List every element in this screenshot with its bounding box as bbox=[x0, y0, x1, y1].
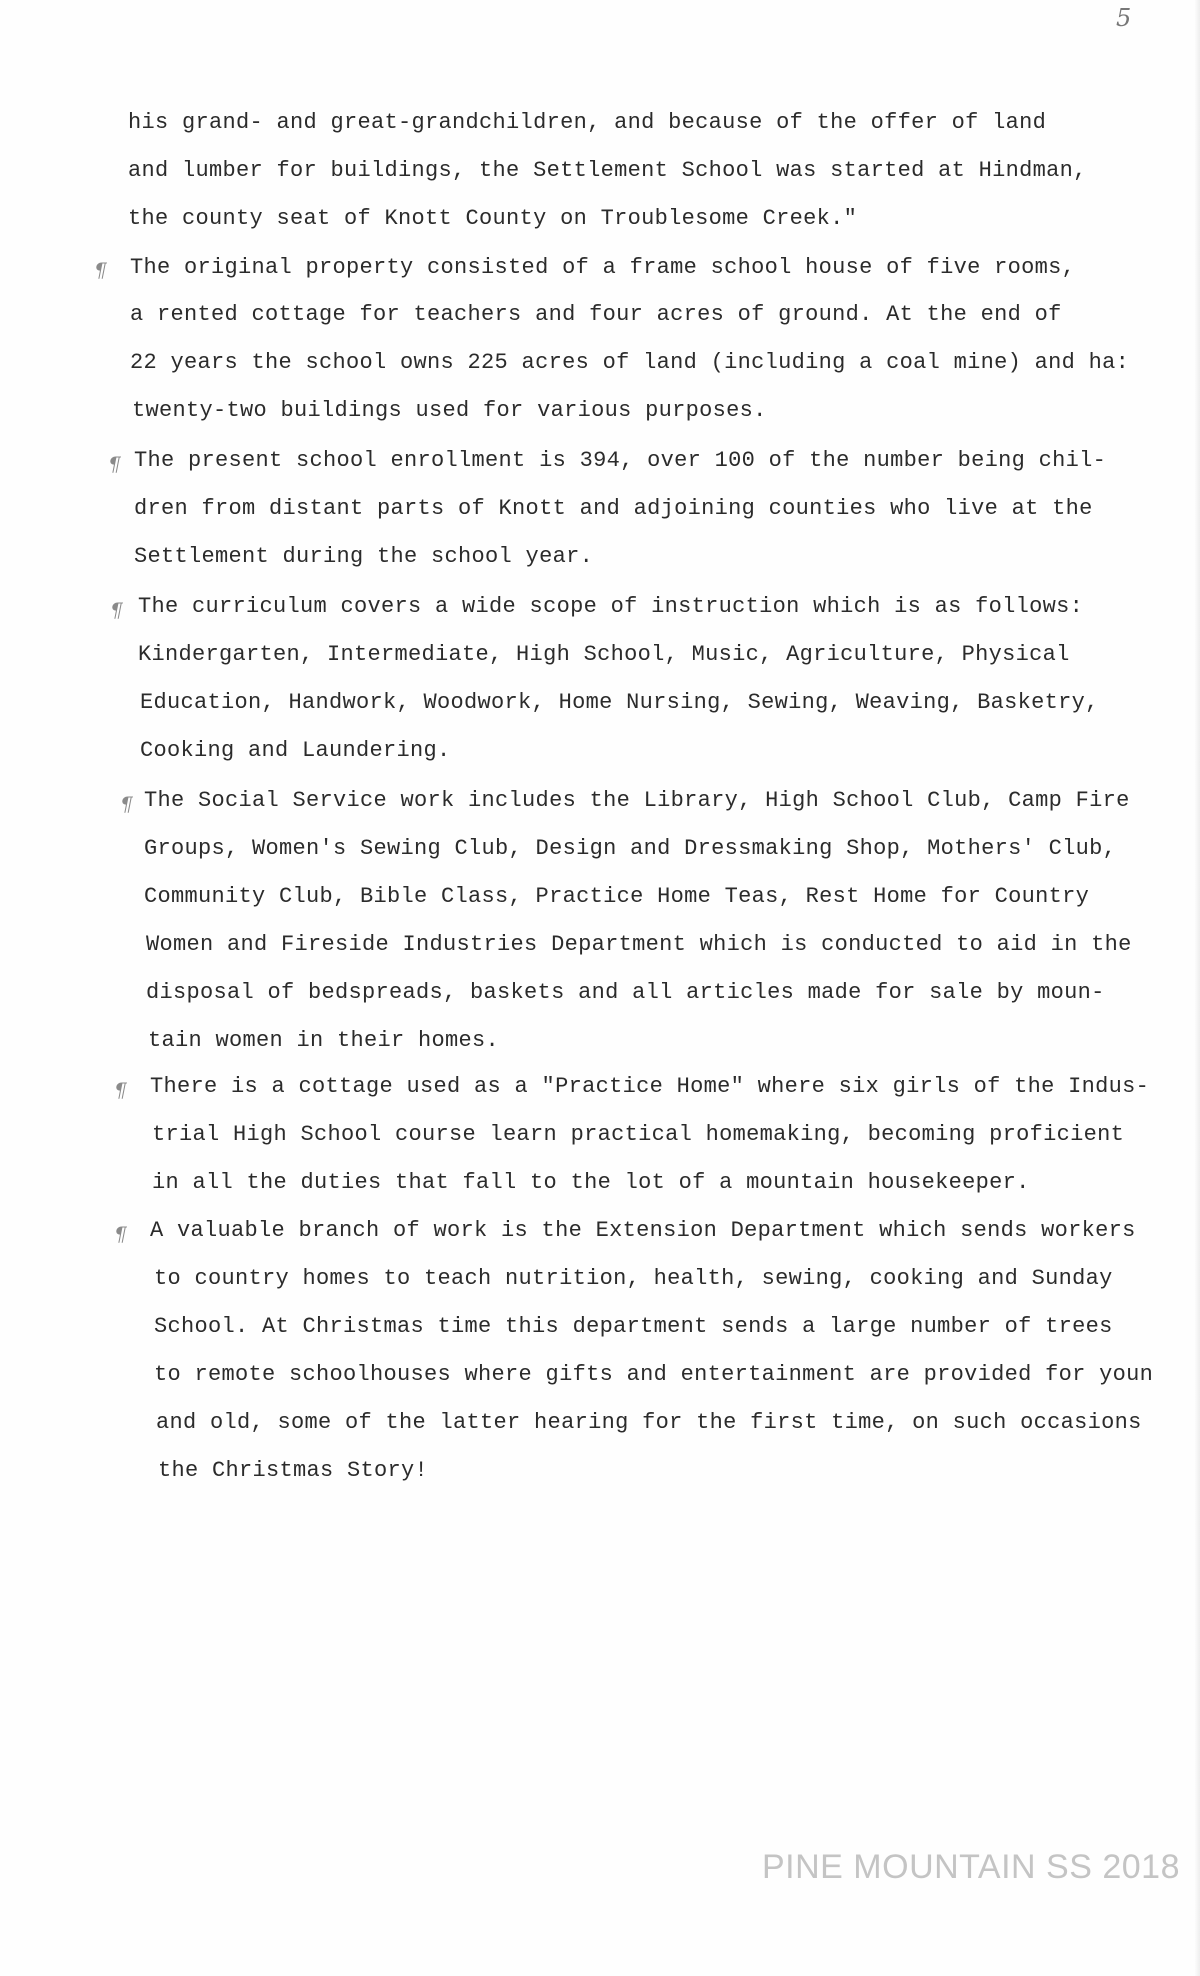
text-line: trial High School course learn practical homemaking, becoming proficient bbox=[152, 1122, 1125, 1147]
text-line: twenty-two buildings used for various purposes. bbox=[132, 398, 767, 423]
text-line: and old, some of the latter hearing for the first time, on such occasions bbox=[156, 1410, 1142, 1435]
text-line: The original property consisted of a frame school house of five rooms, bbox=[130, 255, 1076, 280]
scan-edge bbox=[1194, 0, 1200, 1976]
text-line: Community Club, Bible Class, Practice Home Teas, Rest Home for Country bbox=[144, 884, 1090, 909]
text-line: dren from distant parts of Knott and adjoining counties who live at the bbox=[134, 496, 1093, 521]
paragraph-mark: ¶ bbox=[114, 1078, 127, 1102]
paragraph-mark: ¶ bbox=[120, 792, 133, 816]
paragraph-mark: ¶ bbox=[94, 258, 107, 282]
text-line: There is a cottage used as a "Practice Home" where six girls of the Indus- bbox=[150, 1074, 1150, 1099]
text-line: The Social Service work includes the Library, High School Club, Camp Fire bbox=[144, 788, 1130, 813]
paragraph-mark: ¶ bbox=[114, 1222, 127, 1246]
text-line: 22 years the school owns 225 acres of land (including a coal mine) and ha: bbox=[130, 350, 1130, 375]
text-line: School. At Christmas time this department sends a large number of trees bbox=[154, 1314, 1113, 1339]
text-line: Women and Fireside Industries Department which is conducted to aid in the bbox=[146, 932, 1132, 957]
text-line: in all the duties that fall to the lot of a mountain housekeeper. bbox=[152, 1170, 1030, 1195]
text-line: disposal of bedspreads, baskets and all articles made for sale by moun- bbox=[146, 980, 1105, 1005]
watermark: PINE MOUNTAIN SS 2018 bbox=[762, 1848, 1180, 1886]
text-line: Education, Handwork, Woodwork, Home Nursing, Sewing, Weaving, Basketry, bbox=[140, 690, 1099, 715]
text-line: tain women in their homes. bbox=[148, 1028, 500, 1053]
text-line: Kindergarten, Intermediate, High School, Music, Agriculture, Physical bbox=[138, 642, 1070, 667]
text-line: and lumber for buildings, the Settlement School was started at Hindman, bbox=[128, 158, 1087, 183]
text-line: Groups, Women's Sewing Club, Design and Dressmaking Shop, Mothers' Club, bbox=[144, 836, 1117, 861]
page-number: 5 bbox=[1116, 4, 1132, 32]
text-line: his grand- and great-grandchildren, and because of the offer of land bbox=[128, 110, 1047, 135]
text-line: to remote schoolhouses where gifts and entertainment are provided for youn bbox=[154, 1362, 1154, 1387]
text-line: to country homes to teach nutrition, health, sewing, cooking and Sunday bbox=[154, 1266, 1113, 1291]
text-line: the county seat of Knott County on Troublesome Creek." bbox=[128, 206, 858, 231]
text-line: the Christmas Story! bbox=[158, 1458, 429, 1483]
paragraph-mark: ¶ bbox=[108, 452, 121, 476]
text-line: Settlement during the school year. bbox=[134, 544, 594, 569]
text-line: a rented cottage for teachers and four acres of ground. At the end of bbox=[130, 302, 1062, 327]
text-line: A valuable branch of work is the Extension Department which sends workers bbox=[150, 1218, 1136, 1243]
paragraph-mark: ¶ bbox=[110, 598, 123, 622]
text-line: Cooking and Laundering. bbox=[140, 738, 451, 763]
text-line: The curriculum covers a wide scope of instruction which is as follows: bbox=[138, 594, 1084, 619]
text-line: The present school enrollment is 394, over 100 of the number being chil- bbox=[134, 448, 1107, 473]
